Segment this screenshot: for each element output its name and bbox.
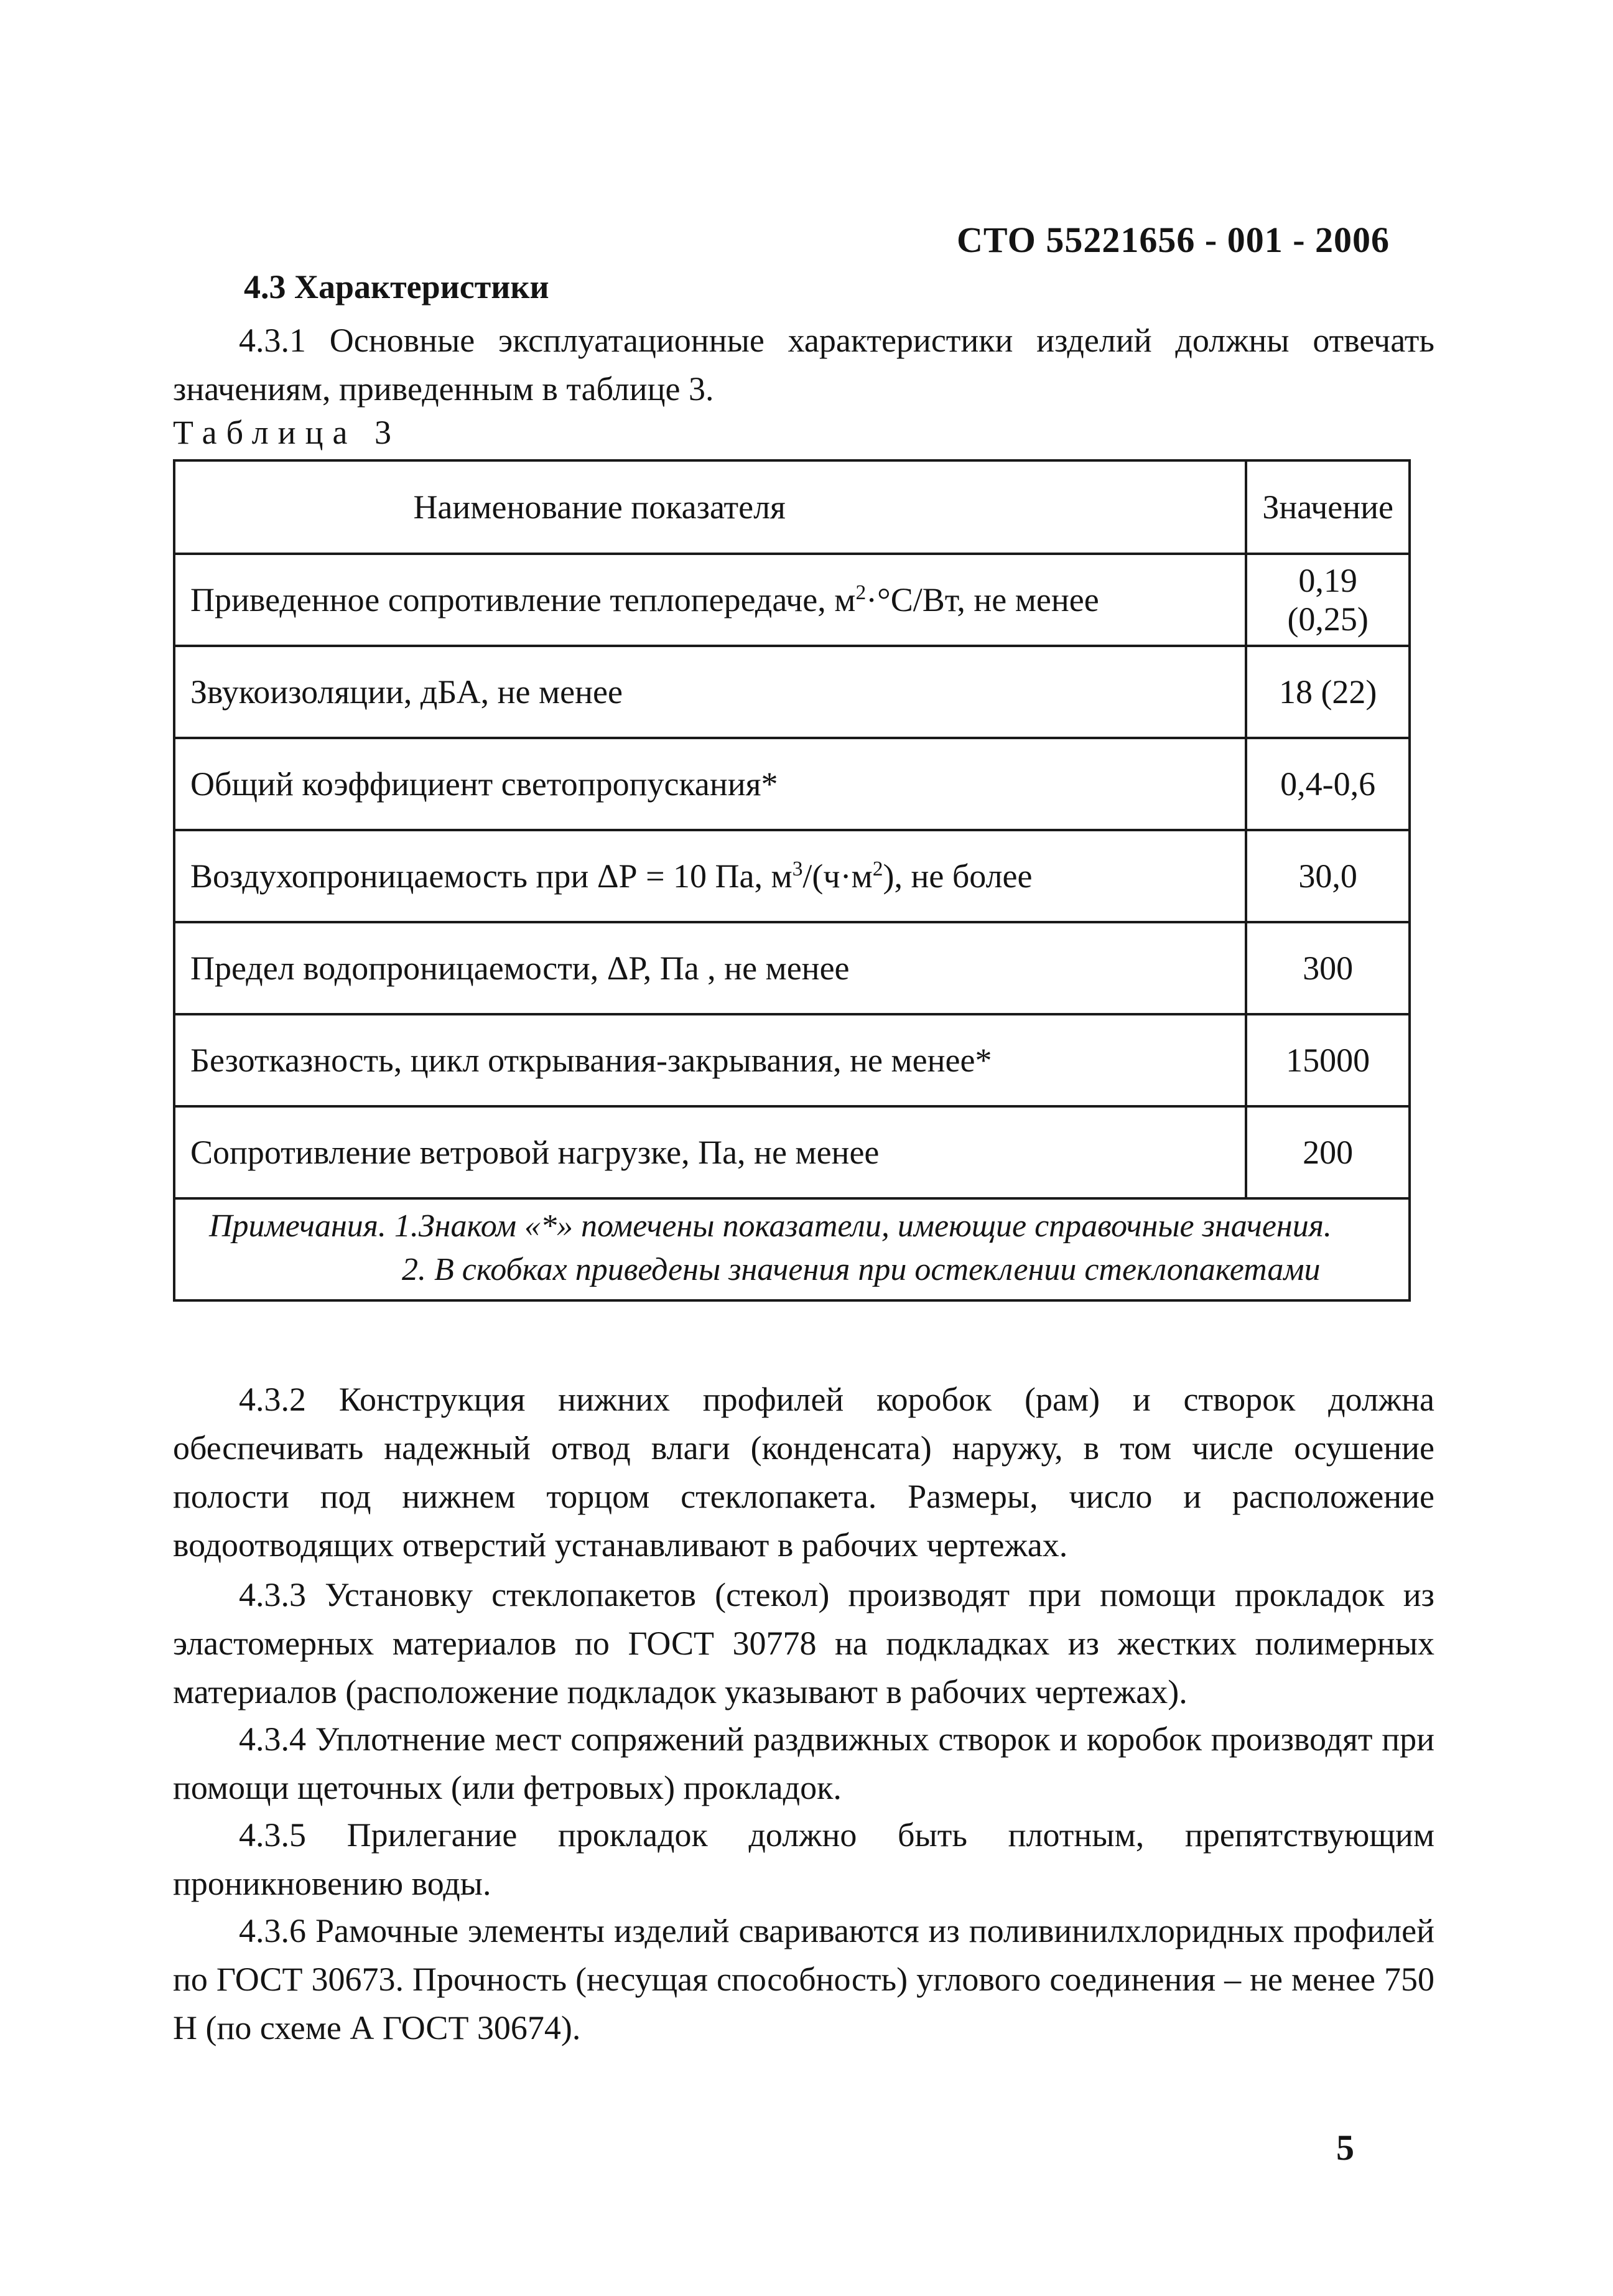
table-notes-cell bbox=[174, 1198, 1410, 1300]
table-note-2: 2. В скобках приведены значения при остеклении стеклопакетами bbox=[402, 1252, 1321, 1287]
paragraph-text: 4.3.6 Рамочные элементы изделий свариваются из поливинилхлоридных профилей по ГОСТ 30673. Прочность (несущая способность) углового соединения – не менее 750 Н (по схеме А ГОСТ 30674). bbox=[173, 1912, 1434, 2046]
table-row bbox=[174, 1014, 1410, 1106]
indicator-value-cell: 200 bbox=[1246, 1106, 1410, 1198]
paragraph-text: 4.3.5 Прилегание прокладок должно быть плотным, препятствующим проникновению воды. bbox=[173, 1816, 1434, 1902]
table-row bbox=[174, 1106, 1410, 1198]
section-heading: 4.3 Характеристики bbox=[244, 268, 549, 306]
indicator-name-cell: Предел водопроницаемости, ΔР, Па , не менее bbox=[174, 922, 1246, 1014]
paragraph-text: 4.3.3 Установку стеклопакетов (стекол) производят при помощи прокладок из эластомерных материалов по ГОСТ 30778 на подкладках из жестких полимерных материалов (расположение подкладок указывают в рабочих чертежах). bbox=[173, 1576, 1434, 1710]
document-code: СТО 55221656 - 001 - 2006 bbox=[957, 220, 1390, 260]
indicator-name-cell: Общий коэффициент светопропускания* bbox=[174, 738, 1246, 830]
paragraph-4-3-5 bbox=[173, 1811, 1434, 1908]
indicator-name-cell: Безотказность, цикл открывания-закрывания, не менее* bbox=[174, 1014, 1246, 1106]
table-row bbox=[174, 738, 1410, 830]
table-caption: Таблица 3 bbox=[173, 414, 401, 451]
indicator-value-cell: 15000 bbox=[1246, 1014, 1410, 1106]
indicator-value-cell: 30,0 bbox=[1246, 830, 1410, 922]
indicator-value-cell: 300 bbox=[1246, 922, 1410, 1014]
indicator-name-cell: Приведенное сопротивление теплопередаче, $м^2\cdot^\circ С/Вт$, не менее bbox=[174, 554, 1246, 646]
table-header-row bbox=[174, 460, 1410, 554]
paragraph-4-3-4 bbox=[173, 1715, 1434, 1812]
indicator-name-cell: Сопротивление ветровой нагрузке, Па, не менее bbox=[174, 1106, 1246, 1198]
table-row bbox=[174, 554, 1410, 646]
paragraph-text: 4.3.1 Основные эксплуатационные характеристики изделий должны отвечать значениям, приведенным в таблице 3. bbox=[173, 322, 1434, 408]
header-value-cell: Значение bbox=[1246, 460, 1410, 554]
table-row bbox=[174, 646, 1410, 738]
indicator-value-cell: 0,19 (0,25) bbox=[1246, 554, 1410, 646]
paragraph-4-3-2 bbox=[173, 1375, 1434, 1569]
page-number: 5 bbox=[1336, 2127, 1354, 2168]
paragraph-4-3-1 bbox=[173, 316, 1434, 413]
header-name-cell: Наименование показателя bbox=[174, 460, 1246, 554]
indicator-value-cell: 18 (22) bbox=[1246, 646, 1410, 738]
paragraph-text: 4.3.2 Конструкция нижних профилей коробок (рам) и створок должна обеспечивать надежный отвод влаги (конденсата) наружу, в том числе осушение полости под нижнем торцом стеклопакета. Размеры, число и расположение водоотводящих отверстий устанавливают в рабочих чертежах. bbox=[173, 1381, 1434, 1564]
paragraph-4-3-3 bbox=[173, 1570, 1434, 1716]
table-row bbox=[174, 922, 1410, 1014]
paragraph-4-3-6 bbox=[173, 1906, 1434, 2052]
characteristics-table bbox=[173, 459, 1411, 1302]
indicator-name-cell: Звукоизоляции, дБА, не менее bbox=[174, 646, 1246, 738]
paragraph-text: 4.3.4 Уплотнение мест сопряжений раздвижных створок и коробок производят при помощи щеточных (или фетровых) прокладок. bbox=[173, 1720, 1434, 1806]
table-notes-row bbox=[174, 1198, 1410, 1300]
table-note-1: Примечания. 1.Знаком «*» помечены показатели, имеющие справочные значения. bbox=[209, 1208, 1332, 1244]
indicator-value-cell: 0,4-0,6 bbox=[1246, 738, 1410, 830]
indicator-name-cell: Воздухопроницаемость при ΔР = 10 Па, $м^3/(ч\cdot м^2)$, не более bbox=[174, 830, 1246, 922]
table-row bbox=[174, 830, 1410, 922]
